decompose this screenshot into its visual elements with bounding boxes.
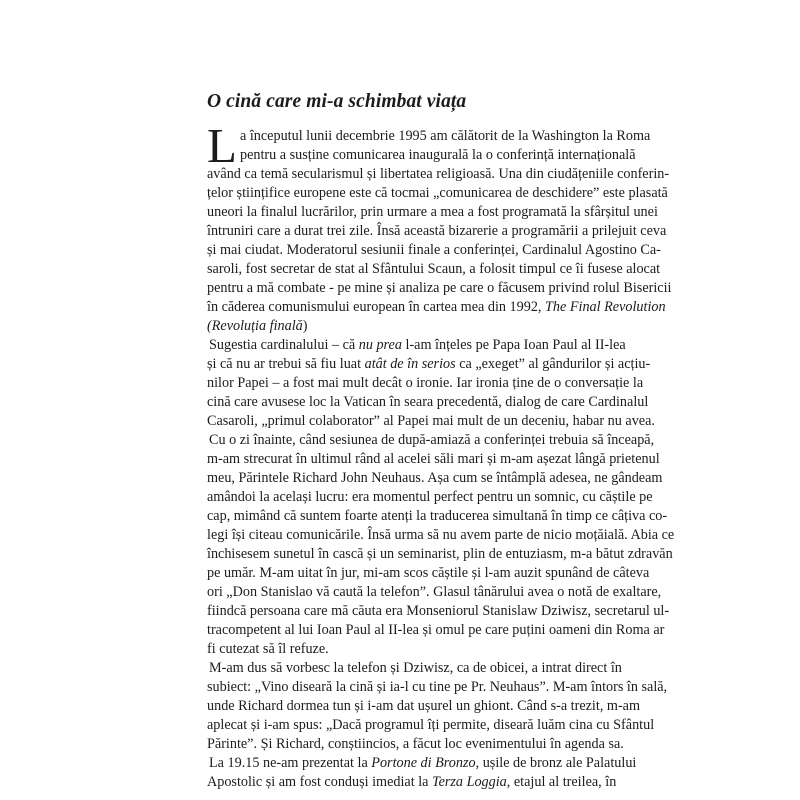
text-line [207,431,655,450]
body-text [207,118,675,792]
drop-cap: L [207,118,237,173]
text-line [207,450,660,469]
text-run: cină care avusese loc la Vatican în seara precedentă, dialog de care Cardinalul [207,394,649,410]
text-run: M-am dus să vorbesc la telefon și Dziwisz, ca de obicei, a intrat direct în [209,660,622,676]
text-line [207,260,661,279]
text-line [207,564,650,583]
text-line [207,735,624,754]
text-line [207,773,617,792]
text-run: întruniri care a durat trei zile. Însă această bizarerie a programării a prilejuit ceva [207,223,667,239]
text-line [207,393,649,412]
text-run: pentru a susține comunicarea inaugurală la o conferință internațională [240,147,636,163]
text-line [207,146,636,165]
text-run: în căderea comunismului european în cartea mea din 1992, [207,299,546,315]
text-line [207,621,665,640]
chapter-title: O cină care mi-a schimbat viața [207,91,467,112]
italic-text: The Final Revolution [545,299,666,315]
text-line [207,545,673,564]
text-run: Casaroli, „primul colaborator” al Papei mai mult de un deceniu, habar nu avea. [207,413,655,429]
text-run: subiect: „Vino diseară la cină și ia-l cu tine pe Pr. Neuhaus”. M-am întors în sală, [207,679,668,695]
text-line [207,754,637,773]
text-run: nilor Papei – a fost mai mult decât o ironie. Iar ironia ține de o conversație la [207,375,644,391]
text-run: Cu o zi înainte, când sesiunea de după-amiază a conferinței trebuia să înceapă, [209,432,655,448]
text-line [207,697,641,716]
text-run: și că nu ar trebui să fiu luat [207,356,365,372]
text-run: uneori la finalul lucrărilor, prin urmare a mea a fost programată la sfârșitul unei [207,204,658,220]
text-run: Părinte”. Și Richard, conștiincios, a făcut loc evenimentului în agenda sa. [207,736,624,752]
text-run: cap, mimând că suntem foarte atenți la traducerea simultană în timp ce câțiva co- [207,508,668,524]
italic-text: (Revoluția finală [207,318,303,334]
text-run: aplecat și i-am spus: „Dacă programul îți permite, diseară luăm cina cu Sfântul [207,717,655,733]
text-line [207,336,626,355]
text-line [207,127,651,146]
text-run: m-am strecurat în ultimul rând al acelei săli mari și m-am așezat lângă prietenul [207,451,660,467]
text-line [207,184,668,203]
text-line [207,488,653,507]
text-line [207,602,670,621]
text-run: fi cutezat să îl refuze. [207,641,329,657]
text-line [207,659,622,678]
text-run: La 19.15 ne-am prezentat la [209,755,372,771]
text-line [207,165,670,184]
text-run: ca „exeget” al gândurilor și acțiu- [455,356,651,372]
text-run: Apostolic și am fost conduși imediat la [207,774,432,790]
text-line [207,716,655,735]
italic-text: Portone di Bronzo [371,755,476,771]
text-run: țelor științifice europene este că tocmai „comunicarea de deschidere” este plasată [207,185,668,201]
text-line [207,355,651,374]
italic-text: atât de în serios [364,356,456,372]
text-run: l-am înțeles pe Papa Ioan Paul al II-lea [401,337,626,353]
text-run: , etajul al treilea, în [506,774,617,790]
italic-text: Terza Loggia [432,774,507,790]
text-line [207,678,668,697]
text-line [207,298,666,317]
text-line [207,241,661,260]
text-run: ori „Don Stanislao vă caută la telefon”. Glasul tânărului avea o notă de exaltare, [207,584,662,600]
text-line [207,222,667,241]
text-run: saroli, fost secretar de stat al Sfântului Scaun, a folosit timpul ce îi fusese alocat [207,261,661,277]
text-line [207,507,668,526]
text-run: și mai ciudat. Moderatorul sesiunii finale a conferinței, Cardinalul Agostino Ca- [207,242,661,258]
text-line [207,583,662,602]
text-line [207,374,644,393]
text-run: unde Richard dormea tun și i-am dat ușurel un ghiont. Când s-a trezit, m-am [207,698,641,714]
text-line [207,279,672,298]
text-run: având ca temă secularismul și libertatea religioasă. Una din ciudățeniile conferin- [207,166,670,182]
text-line [207,469,663,488]
text-run: ) [302,318,308,334]
text-run: a începutul lunii decembrie 1995 am călătorit de la Washington la Roma [240,128,651,144]
text-run: pentru a mă combate - pe mine și analiza pe care o făcusem privind rolul Bisericii [207,280,672,296]
text-run: meu, Părintele Richard John Neuhaus. Așa cum se întâmplă adesea, ne gândeam [207,470,663,486]
text-run: închisesem sunetul în cască și un seminarist, plin de entuziasm, m-a bătut zdravăn [207,546,673,562]
text-line [207,640,596,659]
text-line [207,203,658,222]
italic-text: nu prea [358,337,402,353]
text-run: , ușile de bronz ale Palatului [475,755,637,771]
text-line [207,526,675,545]
text-run: amândoi la același lucru: era momentul perfect pentru un somnic, cu căștile pe [207,489,653,505]
text-run: tracompetent al lui Ioan Paul al II-lea și omul pe care puțini oameni din Roma ar [207,622,665,638]
text-line [207,412,655,431]
text-run: legi își citeau comunicările. Însă urma să nu avem parte de nicio moțăială. Abia ce [207,527,675,543]
text-run: Sugestia cardinalului – că [209,337,359,353]
text-run: fiindcă persoana care mă căuta era Monseniorul Stanislaw Dziwisz, secretarul ul- [207,603,670,619]
text-run: pe umăr. M-am uitat în jur, mi-am scos căștile și l-am auzit spunând de câteva [207,565,650,581]
text-line [207,317,596,336]
